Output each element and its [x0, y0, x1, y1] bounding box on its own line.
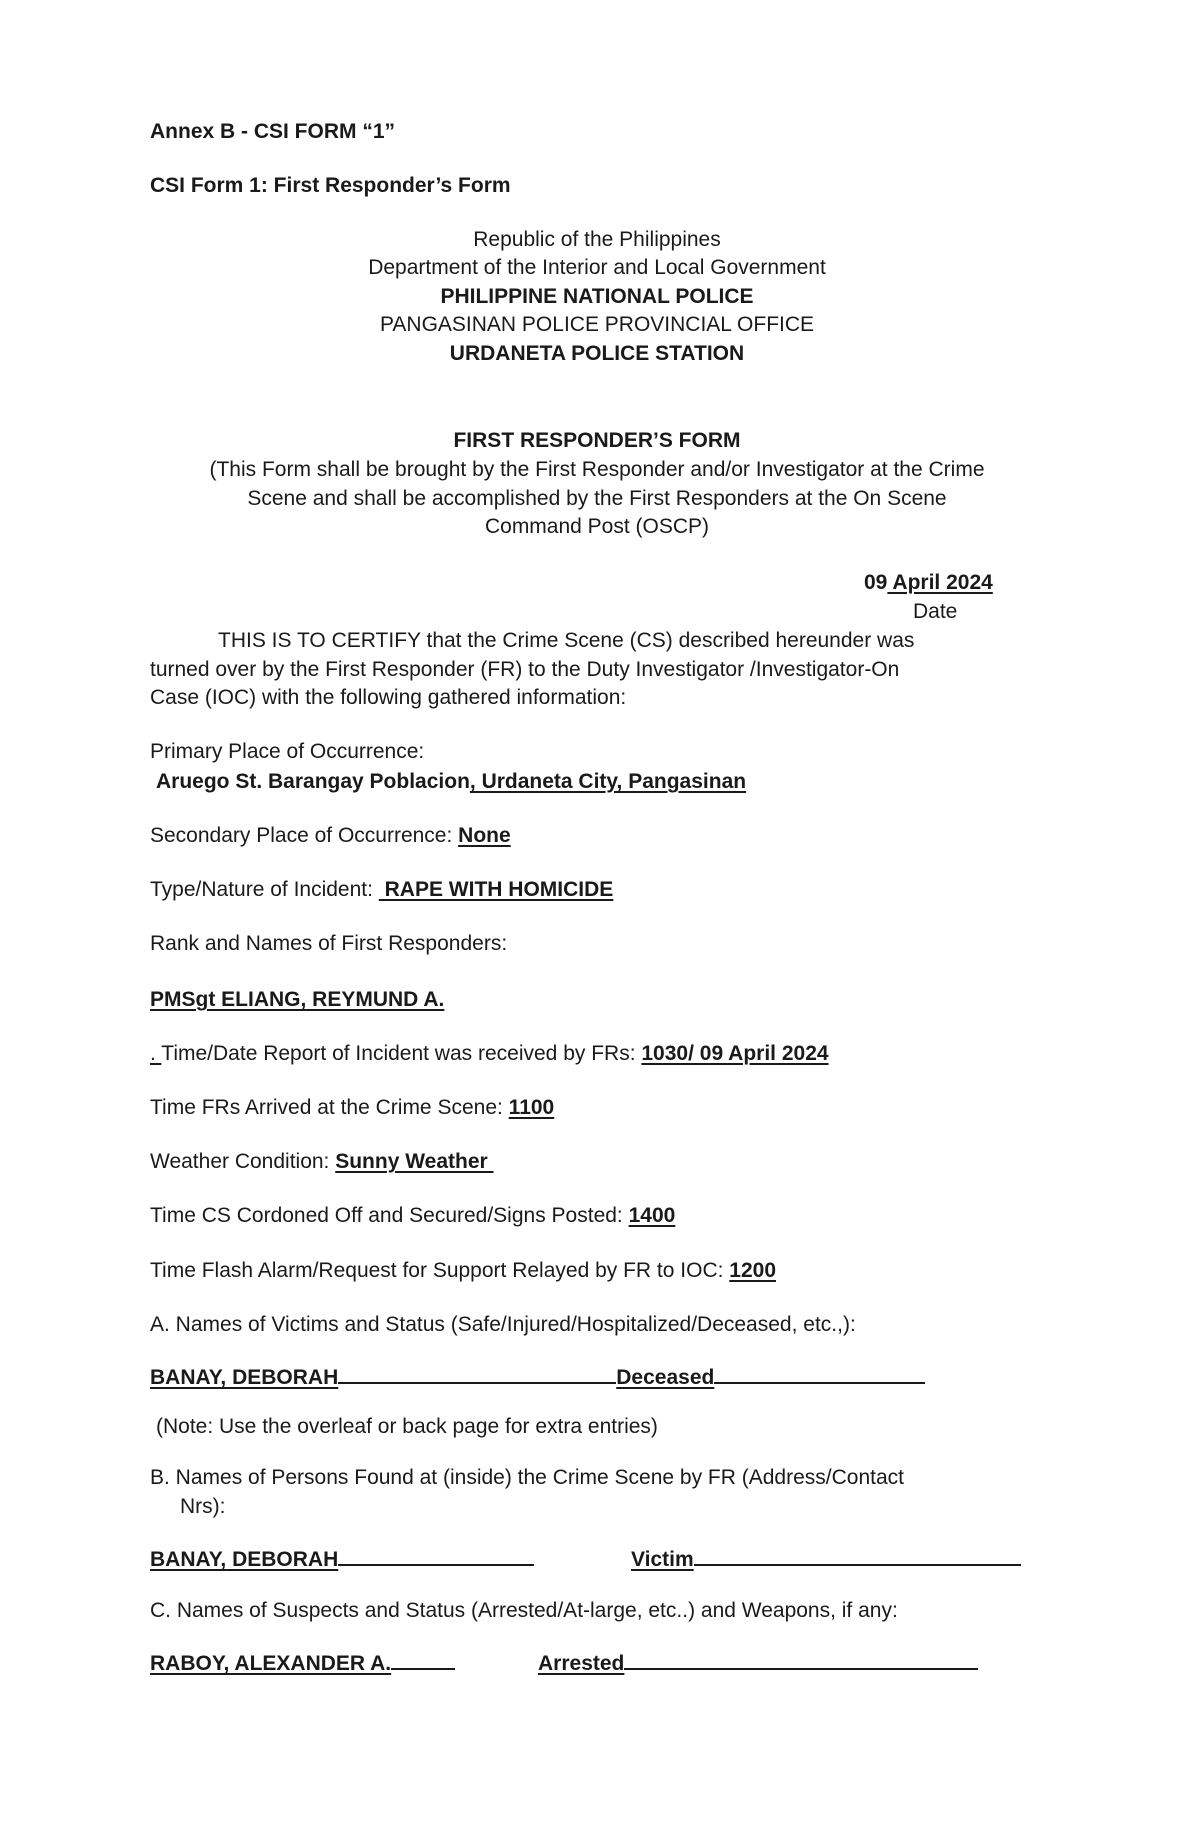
incident-type-label: Type/Nature of Incident:: [150, 878, 379, 901]
certification-line-1: THIS IS TO CERTIFY that the Crime Scene (CS) described hereunder was: [218, 629, 915, 652]
certification-line-3: Case (IOC) with the following gathered information:: [150, 686, 627, 709]
report-received: [150, 1039, 829, 1068]
incident-type: [150, 875, 613, 904]
victim-name: BANAY, DEBORAH: [150, 1366, 339, 1389]
letterhead-pnp: PHILIPPINE NATIONAL POLICE: [440, 285, 754, 308]
cordoned-time-value: 1400: [628, 1204, 676, 1227]
arrival-time-value: 1100: [508, 1096, 555, 1119]
instructions-line-1: (This Form shall be brought by the First Responder and/or Investigator at the Crime: [209, 458, 985, 481]
certification-line-2-text: turned over by the First Responder (FR) to the Duty Investigator /Investigator-On: [150, 658, 900, 681]
first-responders-value: PMSgt ELIANG, REYMUND A.: [150, 988, 445, 1011]
secondary-place-value: None: [458, 824, 511, 847]
cordoned-time: [150, 1201, 675, 1230]
primary-place-city: , Urdaneta City, Pangasinan: [469, 770, 747, 793]
suspects-label: C. Names of Suspects and Status (Arrested/At-large, etc..) and Weapons, if any:: [150, 1599, 898, 1622]
primary-place-value: [156, 767, 746, 796]
suspect-name-blank: [391, 1648, 455, 1670]
flash-alarm-time: [150, 1256, 776, 1285]
annex-title: Annex B - CSI FORM “1”: [150, 120, 396, 143]
suspect-status-entry: [538, 1648, 978, 1678]
letterhead-dilg: Department of the Interior and Local Government: [368, 256, 826, 279]
primary-place-street: Aruego St. Barangay Poblacion: [156, 770, 470, 793]
victim-name-blank: [338, 1362, 616, 1384]
weather-value: Sunny Weather: [335, 1150, 494, 1173]
form-subtitle: CSI Form 1: First Responder’s Form: [150, 174, 511, 197]
persons-found-entry: [150, 1544, 534, 1574]
incident-type-value: RAPE WITH HOMICIDE: [378, 878, 614, 901]
date-value: [864, 568, 993, 597]
victim-status: Deceased: [616, 1366, 715, 1389]
victims-note: (Note: Use the overleaf or back page for extra entries): [156, 1415, 658, 1438]
instructions-line-3: Command Post (OSCP): [484, 515, 710, 538]
person-found-role-blank: [694, 1544, 1021, 1566]
report-received-prefix: .: [150, 1042, 162, 1065]
weather-label: Weather Condition:: [150, 1150, 336, 1173]
date-month-year: April 2024: [887, 571, 993, 594]
weather: [150, 1147, 494, 1176]
secondary-place: [150, 821, 511, 850]
persons-found-label-line-1: B. Names of Persons Found at (inside) the Crime Scene by FR (Address/Contact: [150, 1466, 904, 1489]
victims-label: A. Names of Victims and Status (Safe/Injured/Hospitalized/Deceased, etc.,):: [150, 1313, 856, 1336]
suspect-status-blank: [624, 1648, 978, 1670]
victim-status-blank: [714, 1362, 925, 1384]
certification-line-2: [150, 655, 1044, 684]
victims-entry: [150, 1362, 925, 1392]
letterhead-provincial-office: PANGASINAN POLICE PROVINCIAL OFFICE: [379, 313, 815, 336]
date-day: 09: [864, 571, 888, 594]
date-label: Date: [913, 600, 958, 623]
flash-alarm-time-value: 1200: [729, 1259, 776, 1282]
arrival-time-label: Time FRs Arrived at the Crime Scene:: [150, 1096, 509, 1119]
suspect-status: Arrested: [538, 1652, 625, 1675]
report-received-value: 1030/ 09 April 2024: [641, 1042, 829, 1065]
arrival-time: [150, 1093, 554, 1122]
secondary-place-label: Secondary Place of Occurrence:: [150, 824, 459, 847]
persons-found-label-line-2: Nrs):: [180, 1495, 226, 1518]
suspect-name: RABOY, ALEXANDER A.: [150, 1652, 392, 1675]
person-found-name-blank: [338, 1544, 534, 1566]
suspects-entry: [150, 1648, 455, 1678]
first-responders-label: Rank and Names of First Responders:: [150, 932, 508, 955]
person-found-role-entry: [631, 1544, 1021, 1574]
letterhead-station: URDANETA POLICE STATION: [449, 342, 745, 365]
primary-place-label: Primary Place of Occurrence:: [150, 740, 425, 763]
report-received-label: Time/Date Report of Incident was received by FRs:: [161, 1042, 642, 1065]
letterhead-republic: Republic of the Philippines: [473, 228, 721, 251]
form-heading: FIRST RESPONDER’S FORM: [453, 429, 741, 452]
person-found-role: Victim: [631, 1548, 694, 1571]
flash-alarm-time-label: Time Flash Alarm/Request for Support Relayed by FR to IOC:: [150, 1259, 730, 1282]
cordoned-time-label: Time CS Cordoned Off and Secured/Signs Posted:: [150, 1204, 629, 1227]
instructions-line-2: Scene and shall be accomplished by the First Responders at the On Scene: [247, 487, 947, 510]
person-found-name: BANAY, DEBORAH: [150, 1548, 339, 1571]
